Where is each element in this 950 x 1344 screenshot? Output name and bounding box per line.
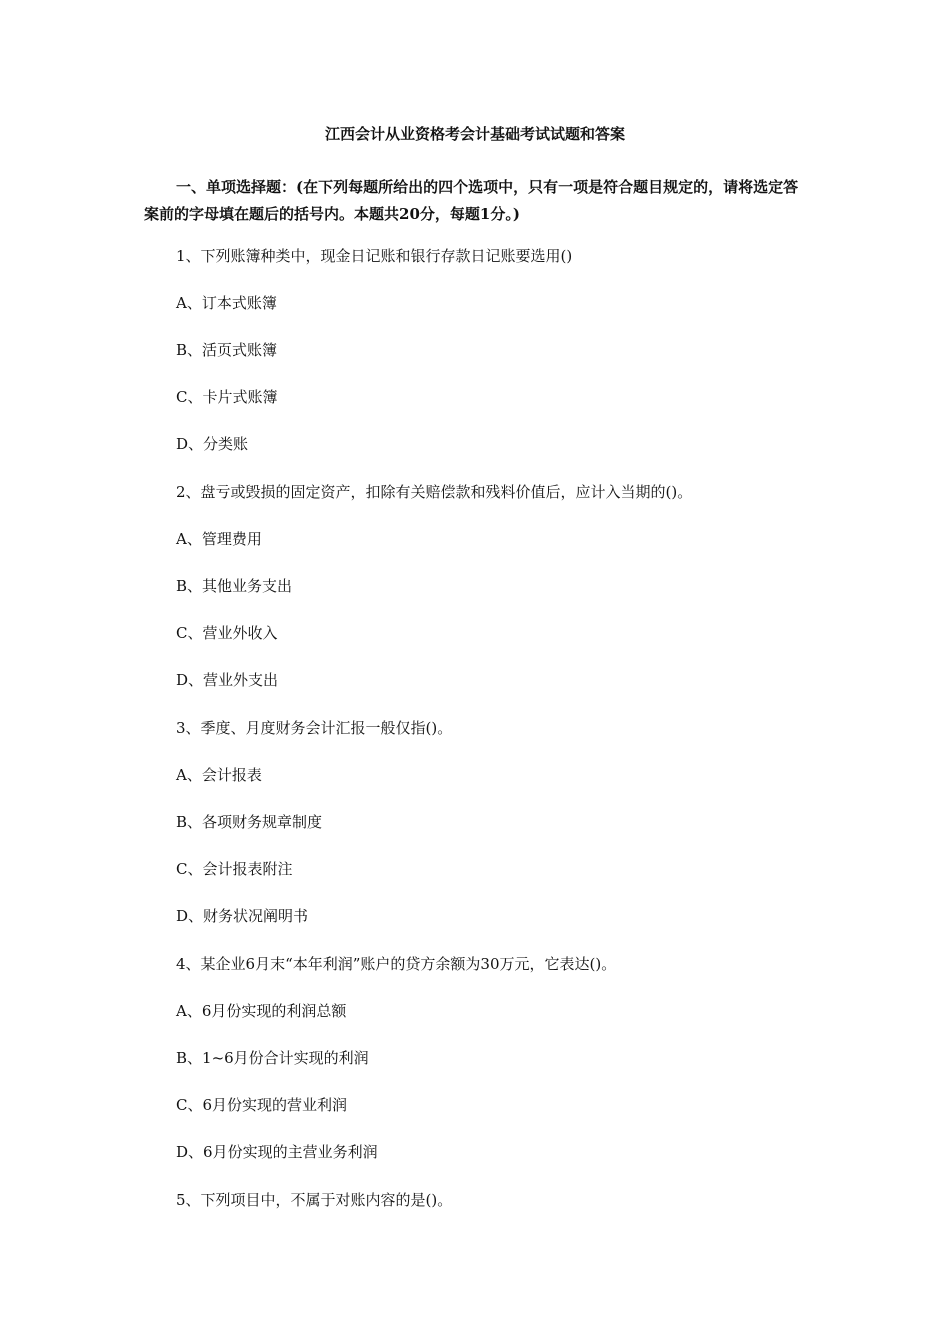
question-4: 4、某企业6月末“本年利润”账户的贷方余额为30万元，它表达()。 (176, 955, 617, 973)
question-1: 1、下列账簿种类中，现金日记账和银行存款日记账要选用() (176, 247, 573, 265)
question-3-option-d: D、财务状况阐明书 (176, 907, 309, 925)
question-2-option-b: B、其他业务支出 (176, 577, 293, 595)
question-4-option-b: B、1~6月份合计实现的利润 (176, 1049, 369, 1067)
question-5: 5、下列项目中，不属于对账内容的是()。 (176, 1191, 453, 1209)
question-1-option-d: D、分类账 (176, 435, 249, 453)
question-1-option-b: B、活页式账簿 (176, 341, 278, 359)
question-4-option-c: C、6月份实现的营业利润 (176, 1096, 348, 1114)
question-2-option-d: D、营业外支出 (176, 671, 279, 689)
question-3-option-b: B、各项财务规章制度 (176, 813, 323, 831)
question-2-option-a: A、管理费用 (176, 530, 262, 548)
question-2: 2、盘亏或毁损的固定资产，扣除有关赔偿款和残料价值后，应计入当期的()。 (176, 483, 693, 501)
question-1-option-a: A、订本式账簿 (176, 294, 277, 312)
question-3: 3、季度、月度财务会计汇报一般仅指()。 (176, 719, 453, 737)
question-2-option-c: C、营业外收入 (176, 624, 278, 642)
question-4-option-d: D、6月份实现的主营业务利润 (176, 1143, 378, 1161)
question-1-option-c: C、卡片式账簿 (176, 388, 278, 406)
document-title: 江西会计从业资格考会计基础考试试题和答案 (324, 125, 625, 143)
question-4-option-a: A、6月份实现的利润总额 (176, 1002, 347, 1020)
question-3-option-c: C、会计报表附注 (176, 860, 293, 878)
section-heading: 一、单项选择题：(在下列每题所给出的四个选项中，只有一项是符合题目规定的，请将选定答案前的字母填在题后的括号内。本题共20分，每题1分。) (144, 178, 799, 223)
question-3-option-a: A、会计报表 (176, 766, 262, 784)
